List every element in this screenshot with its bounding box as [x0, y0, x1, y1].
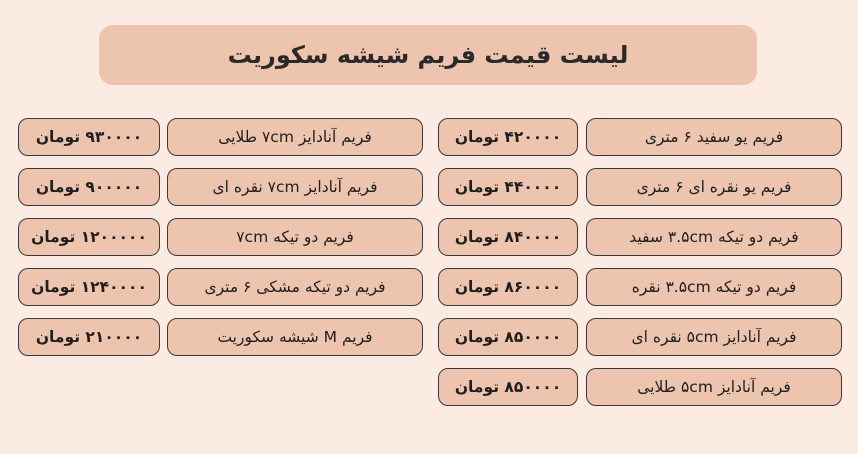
product-name-cell: فریم آنادایز ۷cm طلایی	[167, 118, 423, 156]
product-name-cell: فریم آنادایز ۵cm طلایی	[586, 368, 842, 406]
price-row	[438, 118, 844, 160]
product-name-cell: فریم یو نقره ای ۶ متری	[586, 168, 842, 206]
page-title: لیست قیمت فریم شیشه سکوریت	[227, 41, 629, 69]
product-name-cell: فریم دو تیکه ۷cm	[167, 218, 423, 256]
price-cell: ۹۳۰۰۰۰ تومان	[18, 118, 160, 156]
price-cell: ۹۰۰۰۰۰ تومان	[18, 168, 160, 206]
price-row	[18, 168, 424, 210]
product-name-cell: فریم دو تیکه ۳.۵cm نقره	[586, 268, 842, 306]
price-row	[438, 218, 844, 260]
price-cell: ۱۲۴۰۰۰۰ تومان	[18, 268, 160, 306]
price-row	[18, 318, 424, 360]
price-row	[438, 318, 844, 360]
product-name-cell: فریم یو سفید ۶ متری	[586, 118, 842, 156]
price-cell: ۲۱۰۰۰۰ تومان	[18, 318, 160, 356]
price-cell: ۸۴۰۰۰۰ تومان	[438, 218, 578, 256]
price-row	[18, 118, 424, 160]
price-row	[438, 368, 844, 410]
product-name-cell: فریم دو تیکه مشکی ۶ متری	[167, 268, 423, 306]
product-name-cell: فریم دو تیکه ۳.۵cm سفید	[586, 218, 842, 256]
product-name-cell: فریم آنادایز ۵cm نقره ای	[586, 318, 842, 356]
price-cell: ۸۵۰۰۰۰ تومان	[438, 318, 578, 356]
price-cell: ۱۲۰۰۰۰۰ تومان	[18, 218, 160, 256]
price-cell: ۴۴۰۰۰۰ تومان	[438, 168, 578, 206]
price-row	[438, 168, 844, 210]
price-row	[18, 268, 424, 310]
price-row	[18, 218, 424, 260]
product-name-cell: فریم آنادایز ۷cm نقره ای	[167, 168, 423, 206]
product-name-cell: فریم M شیشه سکوریت	[167, 318, 423, 356]
price-row	[438, 268, 844, 310]
price-cell: ۴۲۰۰۰۰ تومان	[438, 118, 578, 156]
price-cell: ۸۵۰۰۰۰ تومان	[438, 368, 578, 406]
price-cell: ۸۶۰۰۰۰ تومان	[438, 268, 578, 306]
title-banner	[99, 25, 757, 85]
